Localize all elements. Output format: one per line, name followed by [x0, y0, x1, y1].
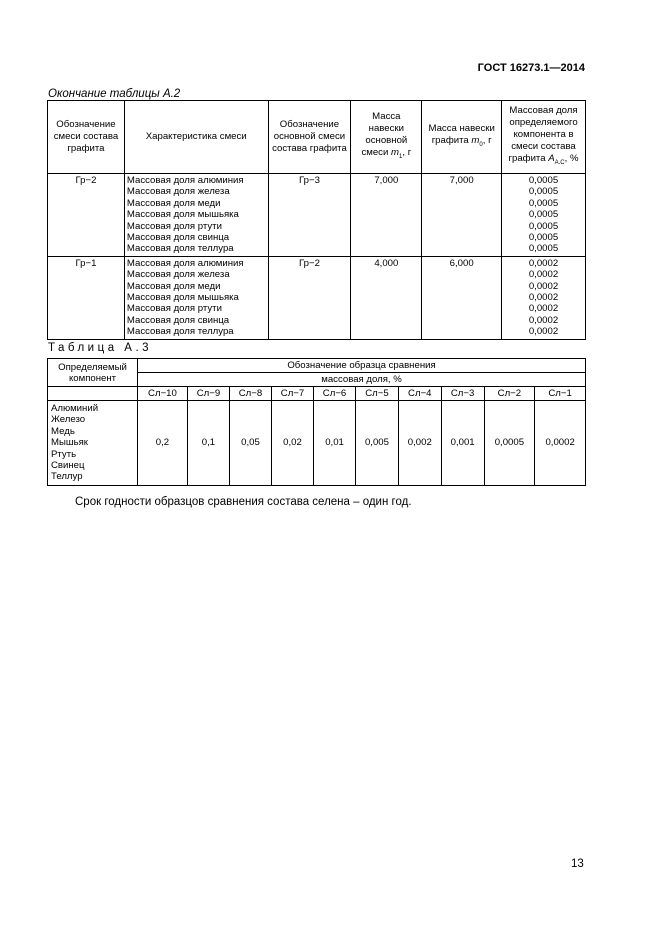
components-cell-line: Массовая доля ртути [126, 303, 222, 315]
value-cell: 0,01 [314, 401, 356, 486]
sample-code: Сл−7 [271, 387, 313, 401]
components-cell-line: Массовая доля алюминия [126, 257, 244, 269]
components-cell-line: Массовая доля ртути [126, 220, 222, 232]
component-name: Железо [51, 414, 86, 426]
sample-code: Сл−1 [535, 387, 586, 401]
fractions-cell-line: 0,0002 [528, 280, 559, 292]
table-a3 [47, 358, 586, 486]
components-cell-line: Массовая доля свинца [126, 314, 230, 326]
fractions-cell-line: 0,0005 [528, 243, 559, 255]
fractions-cell-line: 0,0005 [528, 232, 559, 244]
sample-code: Сл−9 [187, 387, 229, 401]
mass-base-cell: 4,000 [351, 256, 422, 339]
value-cell: 0,002 [398, 401, 441, 486]
base-mix-cell: Гр−2 [268, 256, 351, 339]
components-cell [124, 256, 268, 339]
table-a2 [47, 100, 586, 340]
sample-code: Сл−5 [356, 387, 399, 401]
sample-code: Сл−3 [441, 387, 484, 401]
components-cell-line: Массовая доля железа [126, 269, 230, 281]
value-cell: 0,05 [229, 401, 271, 486]
mix-code-cell: Гр−2 [48, 174, 125, 257]
value-cell: 0,0002 [535, 401, 586, 486]
value-cell: 0,1 [187, 401, 229, 486]
mix-code-cell: Гр−1 [48, 256, 125, 339]
standard-number: ГОСТ 16273.1—2014 [477, 62, 585, 74]
fractions-cell-line: 0,0005 [528, 175, 559, 186]
mass-base-cell: 7,000 [351, 174, 422, 257]
sample-code: Сл−2 [484, 387, 535, 401]
table-a3-caption: Таблица А.3 [48, 342, 153, 354]
header-base-mix: Обозначение основной смеси состава графита [268, 101, 351, 174]
header-sample-designation: Обозначение образца сравнения [138, 359, 586, 373]
components-cell-line: Массовая доля теллура [126, 243, 234, 255]
value-cell: 0,0005 [484, 401, 535, 486]
components-cell-line: Массовая доля мышьяка [126, 292, 239, 304]
header-mix-code: Обозначение смеси состава графита [48, 101, 125, 174]
header-mix-characteristic: Характеристика смеси [124, 101, 268, 174]
components-cell-line: Массовая доля мышьяка [126, 209, 239, 221]
component-name: Свинец [51, 460, 85, 472]
fractions-cell-line: 0,0005 [528, 220, 559, 232]
shelf-life-note: Срок годности образцов сравнения состава селена – один год. [75, 496, 412, 508]
fractions-cell-line: 0,0005 [528, 186, 559, 198]
components-cell-line: Массовая доля теллура [126, 326, 234, 338]
table-a2-caption: Окончание таблицы А.2 [48, 88, 181, 100]
components-cell-line: Массовая доля меди [126, 197, 221, 209]
table-row [48, 256, 586, 339]
base-mix-cell: Гр−3 [268, 174, 351, 257]
value-cell: 0,005 [356, 401, 399, 486]
fractions-cell-line: 0,0005 [528, 209, 559, 221]
header-component: Определяемый компонент [48, 359, 138, 387]
mass-graphite-cell: 6,000 [422, 256, 502, 339]
header-mass-base: Масса навески основной смеси $m_1$, г [351, 101, 422, 174]
table-row [48, 174, 586, 257]
component-name: Медь [51, 425, 75, 437]
components-cell-line: Массовая доля железа [126, 186, 230, 198]
fractions-cell-line: 0,0002 [528, 303, 559, 315]
fractions-cell [502, 256, 586, 339]
components-cell-line: Массовая доля алюминия [126, 175, 244, 186]
fractions-cell-line: 0,0002 [528, 257, 559, 269]
sample-header-row [48, 387, 586, 401]
value-cell: 0,02 [271, 401, 313, 486]
fractions-cell-line: 0,0002 [528, 314, 559, 326]
page-number: 13 [571, 858, 584, 870]
component-name: Мышьяк [51, 437, 88, 449]
mass-graphite-cell: 7,000 [422, 174, 502, 257]
header-mass-graphite: Масса навески графита $m_0$, г [422, 101, 502, 174]
sample-code: Сл−6 [314, 387, 356, 401]
components-cell [124, 174, 268, 257]
sample-code: Сл−4 [398, 387, 441, 401]
header-mass-fraction-pct: массовая доля, % [138, 373, 586, 387]
value-cell: 0,001 [441, 401, 484, 486]
fractions-cell-line: 0,0002 [528, 326, 559, 338]
sample-code: Сл−8 [229, 387, 271, 401]
component-header-spacer [48, 387, 138, 401]
fractions-cell-line: 0,0002 [528, 269, 559, 281]
components-cell-line: Массовая доля меди [126, 280, 221, 292]
sample-code: Сл−10 [138, 387, 188, 401]
value-cell: 0,2 [138, 401, 188, 486]
header-mass-fraction: Массовая доля определяемого компонента в смеси состава графита $A_{A.C}$, % [502, 101, 586, 174]
fractions-cell-line: 0,0002 [528, 292, 559, 304]
component-name: Ртуть [51, 448, 77, 460]
fractions-cell [502, 174, 586, 257]
component-list [48, 401, 138, 486]
values-row [48, 401, 586, 486]
components-cell-line: Массовая доля свинца [126, 232, 230, 244]
component-name: Алюминий [51, 403, 99, 414]
component-name: Теллур [51, 471, 83, 483]
fractions-cell-line: 0,0005 [528, 197, 559, 209]
